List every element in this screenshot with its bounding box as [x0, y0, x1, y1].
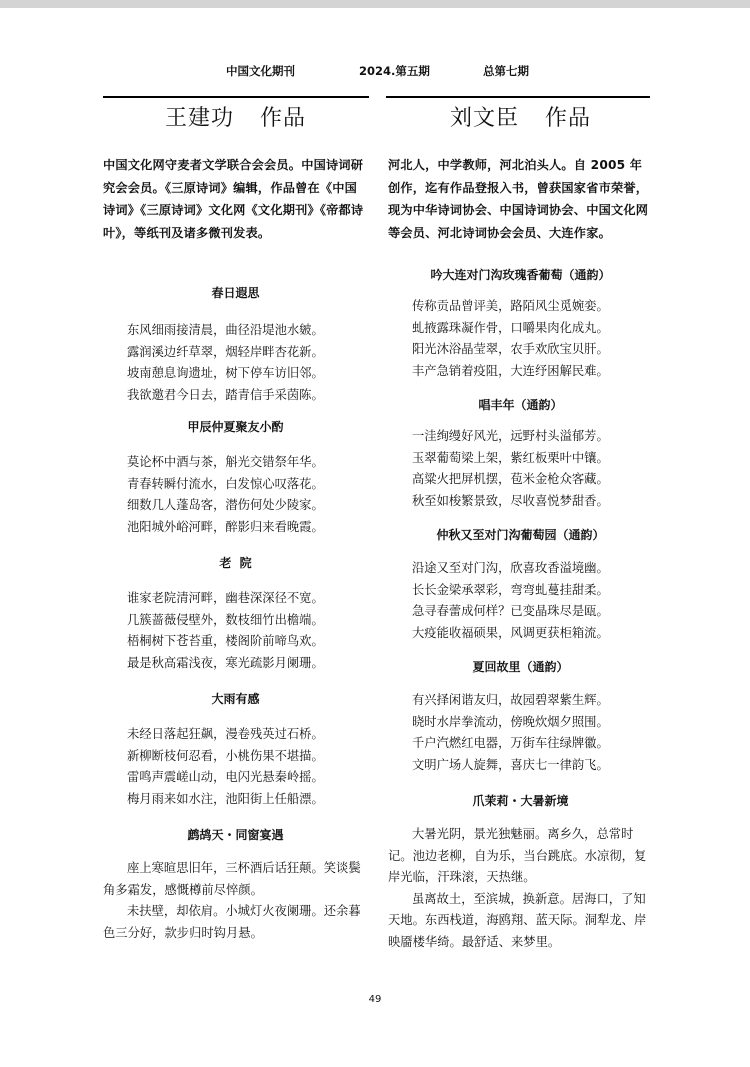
- poem-line: 未经日落起狂飙，漫卷残英过石桥。: [127, 727, 324, 741]
- poem-line: 露润溪边纤草翠，烟轻岸畔杏花新。: [127, 344, 324, 359]
- poem-line: 一洼绚缦好风光，远野村头溢郁芳。: [412, 429, 609, 443]
- poem-title: 春日遐思: [211, 286, 260, 300]
- poem-line: 传称贡品曾评美，路陌风尘觅婉娈。: [412, 299, 609, 313]
- top-gray-band: [0, 0, 750, 8]
- poem-section: [103, 416, 368, 538]
- poem-line: 高粱火把屏机摆，苞米金枪众客藏。: [412, 472, 609, 486]
- left-column: [103, 100, 368, 944]
- poem-section: [388, 264, 653, 382]
- poem-title: 老 院: [219, 556, 252, 570]
- poem-line: 长长金梁承翠彩，弯弯虬蔓挂甜柔。: [412, 582, 609, 597]
- poem-section: [388, 524, 653, 644]
- right-column: [388, 100, 653, 953]
- left-author-name: 王建功: [164, 106, 234, 131]
- poem-paragraph: 大暑光阴，景光独魅丽。离乡久，总常时记。池边老柳，自为乐，当台跳底。水凉彻，复岸光临，汗珠滚，天热继。: [388, 827, 647, 884]
- poem-title: 夏回故里（通韵）: [472, 660, 569, 674]
- right-author-name: 刘文臣: [449, 106, 519, 131]
- poem-section: [103, 282, 368, 406]
- poem-line: 新柳断枝何忍看，小桃伤果不堪描。: [127, 748, 324, 763]
- poem-line: 虬掖露珠凝作骨，口嚼果肉化成丸。: [412, 320, 609, 335]
- left-header-rule: [103, 96, 369, 98]
- poem-line: 几簇蔷薇侵壁外，数枝细竹出檐端。: [127, 612, 324, 627]
- poem-title: 爪茉莉・大暑新境: [472, 794, 569, 808]
- right-author-bio: 河北人，中学教师，河北泊头人。自 2005 年创作，迄有作品登报入书，曾获国家省市荣誉，现为中华诗词协会、中国诗词协会、中国文化网等会员、河北诗词协会会员、大连作家。: [388, 158, 649, 240]
- poem-paragraph: 未扶壁，却依肩。小城灯火夜阑珊。还余暮色三分好，款步归时钩月悬。: [103, 904, 361, 940]
- page-number: 49: [368, 994, 382, 1005]
- poem-line: 东风细雨接清晨，曲径沿堤池水皴。: [127, 323, 324, 337]
- poem-line: 细数几人蓬岛客，潜伤何处少陵家。: [127, 498, 324, 512]
- left-author-bio: 中国文化网守麦者文学联合会会员。中国诗词研究会会员。《三原诗词》编辑，作品曾在《中国诗词》《三原诗词》文化网《文化期刊》《帝都诗叶》，等纸刊及诸多微刊发表。: [103, 158, 364, 240]
- poem-line: 秋至如梭繁景致，尽收喜悦梦甜香。: [412, 493, 609, 508]
- poem-paragraph: 虽离故土，至滨城，换新意。居海口，了知天地。东西栈道，海鸥翔、蓝天际。洞犁龙、岸映靥楼华绮。最舒适、来梦里。: [388, 891, 647, 949]
- poem-line: 沿途又至对门沟，欣喜玫香溢境幽。: [412, 561, 609, 575]
- header-total-issue: 总第七期: [483, 64, 529, 78]
- poem-section: [103, 552, 368, 674]
- poem-line: 雷鸣声震嵯山动，电闪光悬秦岭摇。: [127, 770, 324, 784]
- poem-title: 鹧鸪天・同窗宴遇: [187, 828, 284, 842]
- poem-line: 大疫能收福硕果，风调更获柜箱流。: [412, 625, 609, 640]
- poem-line: 玉翠葡萄梁上架，紫红板栗叶中镶。: [412, 450, 609, 465]
- right-author-suffix: 作品: [545, 106, 592, 131]
- poem-section: [388, 656, 653, 776]
- poem-line: 青春转瞬付流水，白发惊心叹落花。: [127, 476, 324, 491]
- poem-line: 有兴择闲谐友归，故园碧翠紫生辉。: [412, 693, 609, 707]
- poem-title: 大雨有感: [211, 692, 260, 706]
- poem-line: 急寻春蕾成何样？已变晶珠尽是瓯。: [412, 604, 609, 618]
- header-journal-name: 中国文化期刊: [226, 64, 295, 78]
- poem-line: 莫论杯中酒与茶，斛光交错祭年华。: [127, 455, 324, 469]
- left-author-heading: [103, 100, 368, 140]
- poem-line: 梧桐树下苍苔重，楼阁阶前啼鸟欢。: [127, 634, 324, 648]
- poem-line: 最是秋高霜浅夜，寒光疏影月阑珊。: [127, 655, 324, 670]
- poem-section: [103, 824, 368, 944]
- poem-title: 唱丰年（通韵）: [478, 398, 563, 412]
- poem-line: 谁家老院清河畔，幽巷深深径不宽。: [127, 591, 324, 605]
- poem-paragraph: 座上寒暄思旧年，三杯酒后话狂颠。笑谈鬓角多霜发，感慨樽前尽悴颜。: [103, 861, 361, 897]
- poem-section: [388, 394, 653, 512]
- poem-section: [388, 790, 653, 953]
- poem-title: 仲秋又至对门沟葡萄园（通韵）: [436, 528, 605, 542]
- poem-title: 吟大连对门沟玫瑰香葡萄（通韵）: [430, 268, 611, 282]
- poem-line: 我欲邀君今日去，踏青信手采茵陈。: [127, 387, 324, 402]
- poem-line: 晓时水岸拳流动，傍晚炊烟夕照围。: [412, 714, 609, 729]
- poem-title: 甲辰仲夏聚友小酌: [187, 420, 284, 434]
- poem-line: 丰产急销着疫阻，大连纾困解民难。: [412, 363, 609, 378]
- poem-line: 文明广场人旋舞，喜庆七一律韵飞。: [412, 757, 609, 772]
- poem-line: 池阳城外峪河畔，醉影归来看晚霞。: [127, 519, 324, 534]
- poem-line: 阳光沐浴晶莹翠，农手欢欣宝贝肝。: [412, 342, 609, 356]
- poem-line: 梅月雨来如水注，池阳街上任船漂。: [127, 791, 324, 806]
- poem-line: 千户汽燃红电器，万街车往绿牌徽。: [412, 736, 609, 750]
- left-author-suffix: 作品: [260, 106, 307, 131]
- poem-line: 坡南憩息询遗址，树下停车访旧邻。: [127, 366, 324, 380]
- poem-section: [103, 688, 368, 810]
- right-header-rule: [386, 96, 650, 98]
- right-author-heading: [388, 100, 653, 140]
- header-issue: 2024.第五期: [359, 64, 430, 78]
